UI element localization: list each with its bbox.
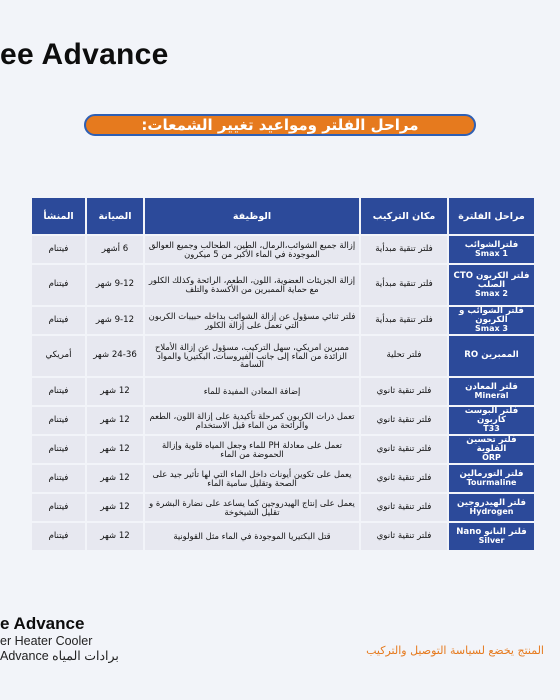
maintenance-interval: 9-12 شهر: [87, 307, 143, 334]
origin-country: فيتنام: [32, 265, 85, 305]
stage-name: فلتر المعادن Mineral: [449, 378, 534, 405]
origin-country: فيتنام: [32, 407, 85, 434]
column-header-place: مكان التركيب: [361, 198, 447, 234]
stage-function: إزالة جميع الشوائب،الرمال، الطين، الطحالب وجميع العوالق الموجودة في الماء الأكبر من 5 ميكرون: [145, 236, 359, 263]
table-row: [32, 336, 534, 376]
footer-brand-tagline: er Heater Cooler: [0, 634, 93, 649]
footer-brand-name: e Advance: [0, 614, 85, 633]
column-header-maintenance: الصيانة: [87, 198, 143, 234]
install-place: فلتر تنقية مبدأية: [361, 307, 447, 334]
table-row: [32, 236, 534, 263]
origin-country: فيتنام: [32, 436, 85, 463]
stage-name: فلتر الكربون CTO الصلب Smax 2: [449, 265, 534, 305]
footer-brand-arabic: برادات المياه Advance: [0, 649, 119, 664]
stage-function: تعمل على معادلة PH للماء وجعل المياه قلوية وإزالة الحموضة من الماء: [145, 436, 359, 463]
stage-function: تعمل ذرات الكربون كمرحلة تأكيدية على إزالة اللون، الطعم والرائحة من الماء قبل الاستخدام: [145, 407, 359, 434]
stage-name: فلتر الشوائب و الكربون Smax 3: [449, 307, 534, 334]
stage-name: فلتر التورمالين Tourmaline: [449, 465, 534, 492]
column-header-origin: المنشأ: [32, 198, 85, 234]
origin-country: فيتنام: [32, 378, 85, 405]
maintenance-interval: 12 شهر: [87, 465, 143, 492]
origin-country: فيتنام: [32, 307, 85, 334]
table-row: [32, 407, 534, 434]
maintenance-interval: 6 أشهر: [87, 236, 143, 263]
stage-name: فلتر البوست كاربون T33: [449, 407, 534, 434]
stage-function: قتل البكتيريا الموجودة في الماء مثل القولونية: [145, 523, 359, 550]
table-row: [32, 523, 534, 550]
stage-function: ممبرين امريكي، سهل التركيب، مسؤول عن إزالة الأملاح الزائدة من الماء إلى جانب الفيروسات، البكتيريا والمواد السامة: [145, 336, 359, 376]
footer-brand: [0, 614, 119, 664]
delivery-policy-note: المنتج يخضع لسياسة التوصيل والتركيب: [366, 644, 544, 657]
stage-function: إزالة الجزيئات العضوية، اللون، الطعم، الرائحة وكذلك الكلور مع حماية الممبرين من الأكسدة والتلف: [145, 265, 359, 305]
brand-title: ee Advance: [0, 38, 169, 71]
stage-function: يعمل على تكوين أيونات داخل الماء التي لها تأثير جيد على الصحة وتقليل سامية الماء: [145, 465, 359, 492]
stage-function: إضافة المعادن المفيدة للماء: [145, 378, 359, 405]
maintenance-interval: 12 شهر: [87, 378, 143, 405]
maintenance-interval: 24-36 شهر: [87, 336, 143, 376]
install-place: فلتر تنقية مبدأية: [361, 236, 447, 263]
table-row: [32, 436, 534, 463]
table-row: [32, 307, 534, 334]
maintenance-interval: 12 شهر: [87, 523, 143, 550]
install-place: فلتر تنقية ثانوي: [361, 523, 447, 550]
stage-name: فلتر الهيدروجين Hydrogen: [449, 494, 534, 521]
stage-name: فلتر تحسين القلوية ORP: [449, 436, 534, 463]
install-place: فلتر تنقية مبدأية: [361, 265, 447, 305]
origin-country: فيتنام: [32, 494, 85, 521]
maintenance-interval: 12 شهر: [87, 436, 143, 463]
maintenance-interval: 12 شهر: [87, 407, 143, 434]
stage-function: فلتر ثنائي مسؤول عن إزالة الشوائب بداخله حبيبات الكربون التي تعمل على إزالة الكلور: [145, 307, 359, 334]
table-row: [32, 494, 534, 521]
section-title: مراحل الفلتر ومواعيد تغيير الشمعات:: [141, 116, 419, 134]
origin-country: فيتنام: [32, 236, 85, 263]
stage-name: الممبرين RO: [449, 336, 534, 376]
table-header-row: [32, 198, 534, 234]
origin-country: فيتنام: [32, 465, 85, 492]
stage-name: فلتر النانو Nano Silver: [449, 523, 534, 550]
origin-country: فيتنام: [32, 523, 85, 550]
table-row: [32, 465, 534, 492]
table-row: [32, 265, 534, 305]
install-place: فلتر تنقية ثانوي: [361, 465, 447, 492]
filter-stages-table: [30, 196, 536, 552]
stage-name: فلترالشوائب Smax 1: [449, 236, 534, 263]
maintenance-interval: 12 شهر: [87, 494, 143, 521]
table-row: [32, 378, 534, 405]
install-place: فلتر تنقية ثانوي: [361, 436, 447, 463]
install-place: فلتر تنقية ثانوي: [361, 494, 447, 521]
install-place: فلتر تحلية: [361, 336, 447, 376]
column-header-stage: مراحل الفلترة: [449, 198, 534, 234]
install-place: فلتر تنقية ثانوي: [361, 407, 447, 434]
section-title-pill: [84, 114, 476, 136]
column-header-function: الوظيفة: [145, 198, 359, 234]
origin-country: أمريكي: [32, 336, 85, 376]
maintenance-interval: 9-12 شهر: [87, 265, 143, 305]
install-place: فلتر تنقية ثانوي: [361, 378, 447, 405]
stage-function: يعمل على إنتاج الهيدروجين كما يساعد على نضارة البشرة و تقليل الشيخوخة: [145, 494, 359, 521]
